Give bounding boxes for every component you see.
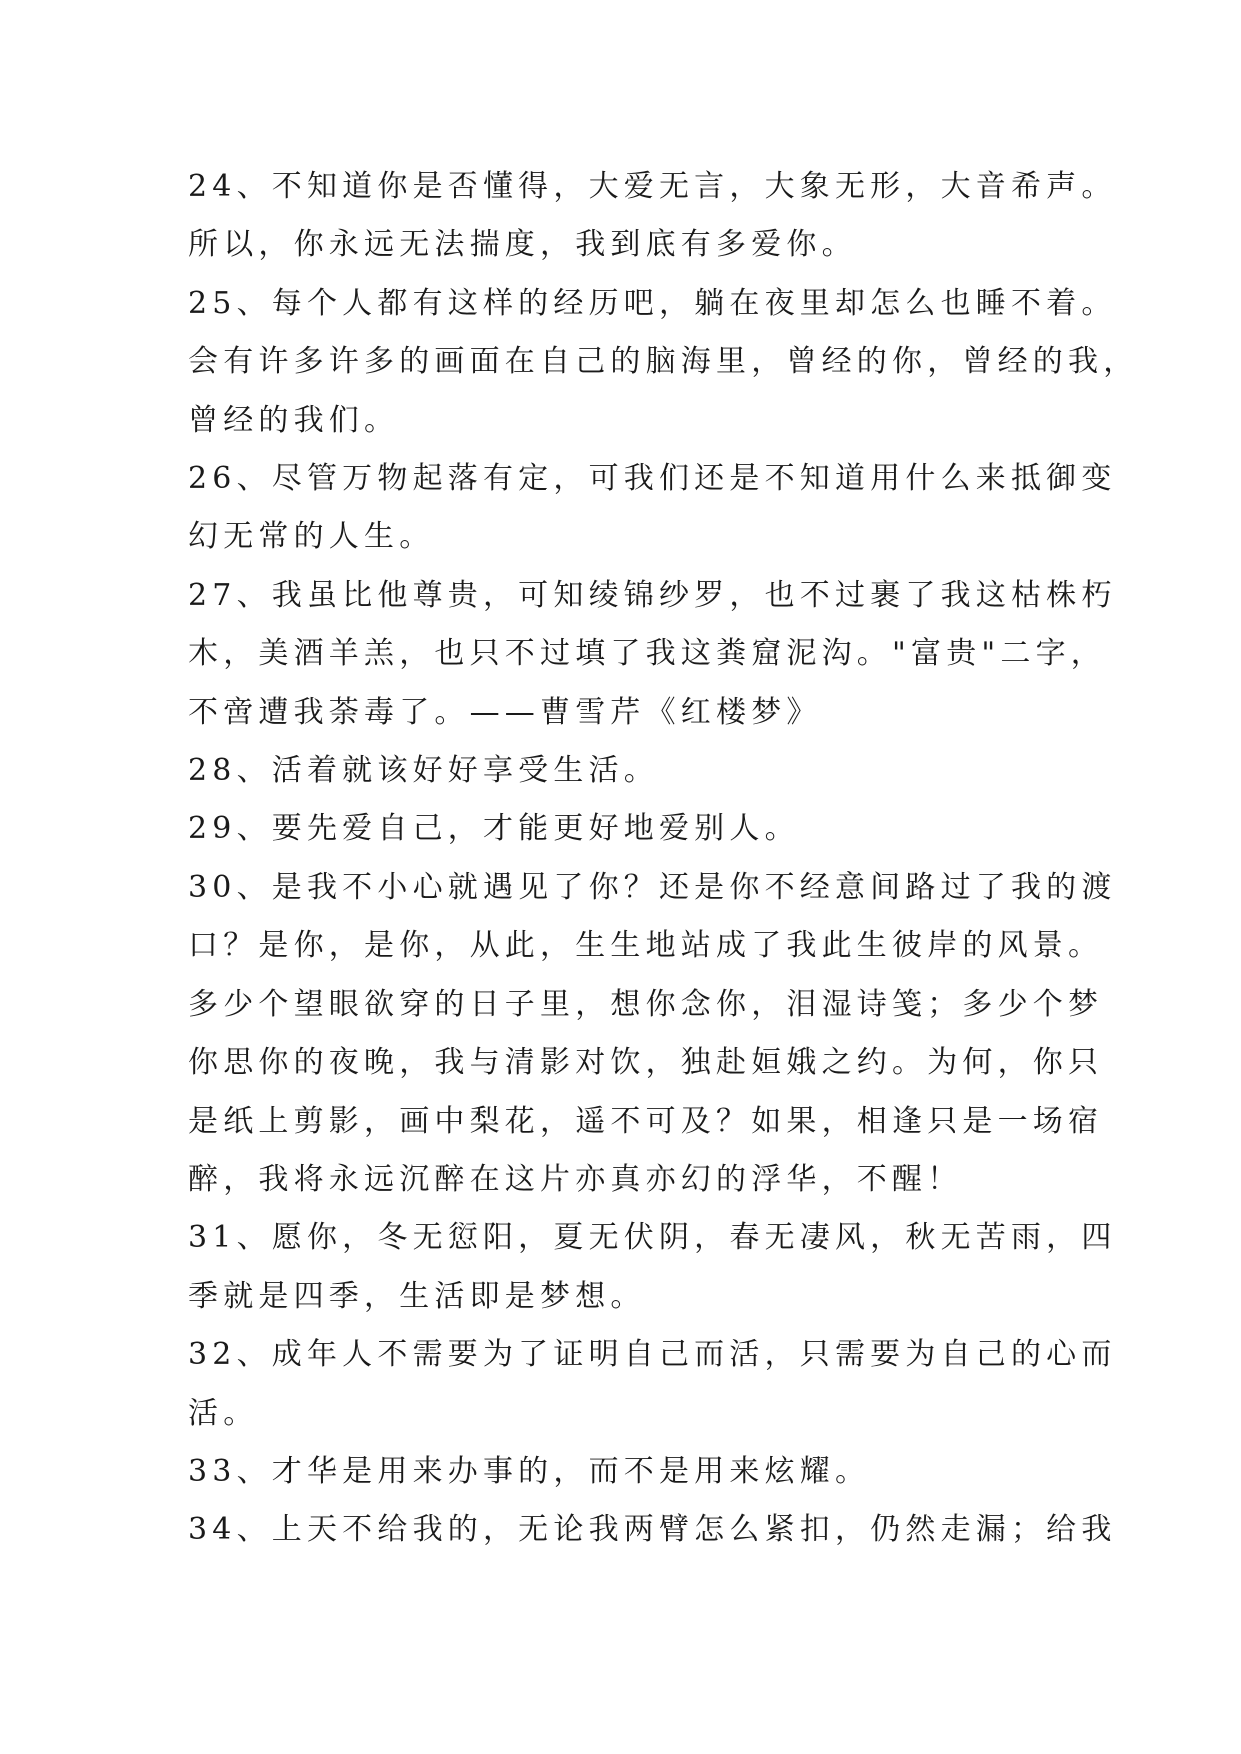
text-line: 28、活着就该好好享受生活。 <box>188 753 659 789</box>
text-line: 是纸上剪影，画中梨花，遥不可及？如果，相逢只是一场宿 <box>188 1103 1104 1139</box>
paragraph-24 <box>188 158 1117 275</box>
text-line: 活。 <box>188 1395 259 1431</box>
paragraph-27 <box>188 567 1117 742</box>
paragraph-33 <box>188 1443 1078 1501</box>
text-line: 曾经的我们。 <box>188 402 400 438</box>
paragraph-26 <box>188 450 1117 567</box>
text-line: 29、要先爱自己，才能更好地爱别人。 <box>188 811 800 847</box>
text-line: 季就是四季，生活即是梦想。 <box>188 1278 646 1314</box>
text-line: 30、是我不小心就遇见了你？还是你不经意间路过了我的渡 <box>188 869 1117 905</box>
text-line: 不啻遭我荼毒了。——曹雪芹《红楼梦》 <box>188 694 822 730</box>
text-line: 木，美酒羊羔，也只不过填了我这粪窟泥沟。"富贵"二字， <box>188 636 1106 672</box>
text-line: 多少个望眼欲穿的日子里，想你念你，泪湿诗笺；多少个梦 <box>188 986 1104 1022</box>
text-line: 26、尽管万物起落有定，可我们还是不知道用什么来抵御变 <box>188 461 1117 497</box>
paragraph-32 <box>188 1326 1117 1443</box>
text-line: 幻无常的人生。 <box>188 519 435 555</box>
paragraph-31 <box>188 1209 1117 1326</box>
text-line: 33、才华是用来办事的，而不是用来炫耀。 <box>188 1453 871 1489</box>
text-line: 会有许多许多的画面在自己的脑海里，曾经的你，曾经的我， <box>188 344 1139 380</box>
text-line: 31、愿你，冬无愆阳，夏无伏阴，春无凄风，秋无苦雨，四 <box>188 1220 1117 1256</box>
paragraph-28 <box>188 742 1078 800</box>
text-line: 32、成年人不需要为了证明自己而活，只需要为自己的心而 <box>188 1337 1117 1373</box>
text-line: 你思你的夜晚，我与清影对饮，独赴姮娥之约。为何，你只 <box>188 1045 1104 1081</box>
text-line: 34、上天不给我的，无论我两臂怎么紧扣，仍然走漏；给我 <box>188 1512 1117 1548</box>
text-line: 口？是你，是你，从此，生生地站成了我此生彼岸的风景。 <box>188 928 1104 964</box>
paragraph-29 <box>188 800 1078 858</box>
text-line: 醉，我将永远沉醉在这片亦真亦幻的浮华，不醒！ <box>188 1161 963 1197</box>
document-body <box>188 158 1139 1560</box>
text-line: 27、我虽比他尊贵，可知绫锦纱罗，也不过裹了我这枯株朽 <box>188 577 1117 613</box>
text-line: 所以，你永远无法揣度，我到底有多爱你。 <box>188 227 857 263</box>
paragraph-30 <box>188 859 1117 1209</box>
paragraph-25 <box>188 275 1139 450</box>
text-line: 25、每个人都有这样的经历吧，躺在夜里却怎么也睡不着。 <box>188 285 1117 321</box>
text-line: 24、不知道你是否懂得，大爱无言，大象无形，大音希声。 <box>188 169 1117 204</box>
paragraph-34 <box>188 1501 1117 1559</box>
